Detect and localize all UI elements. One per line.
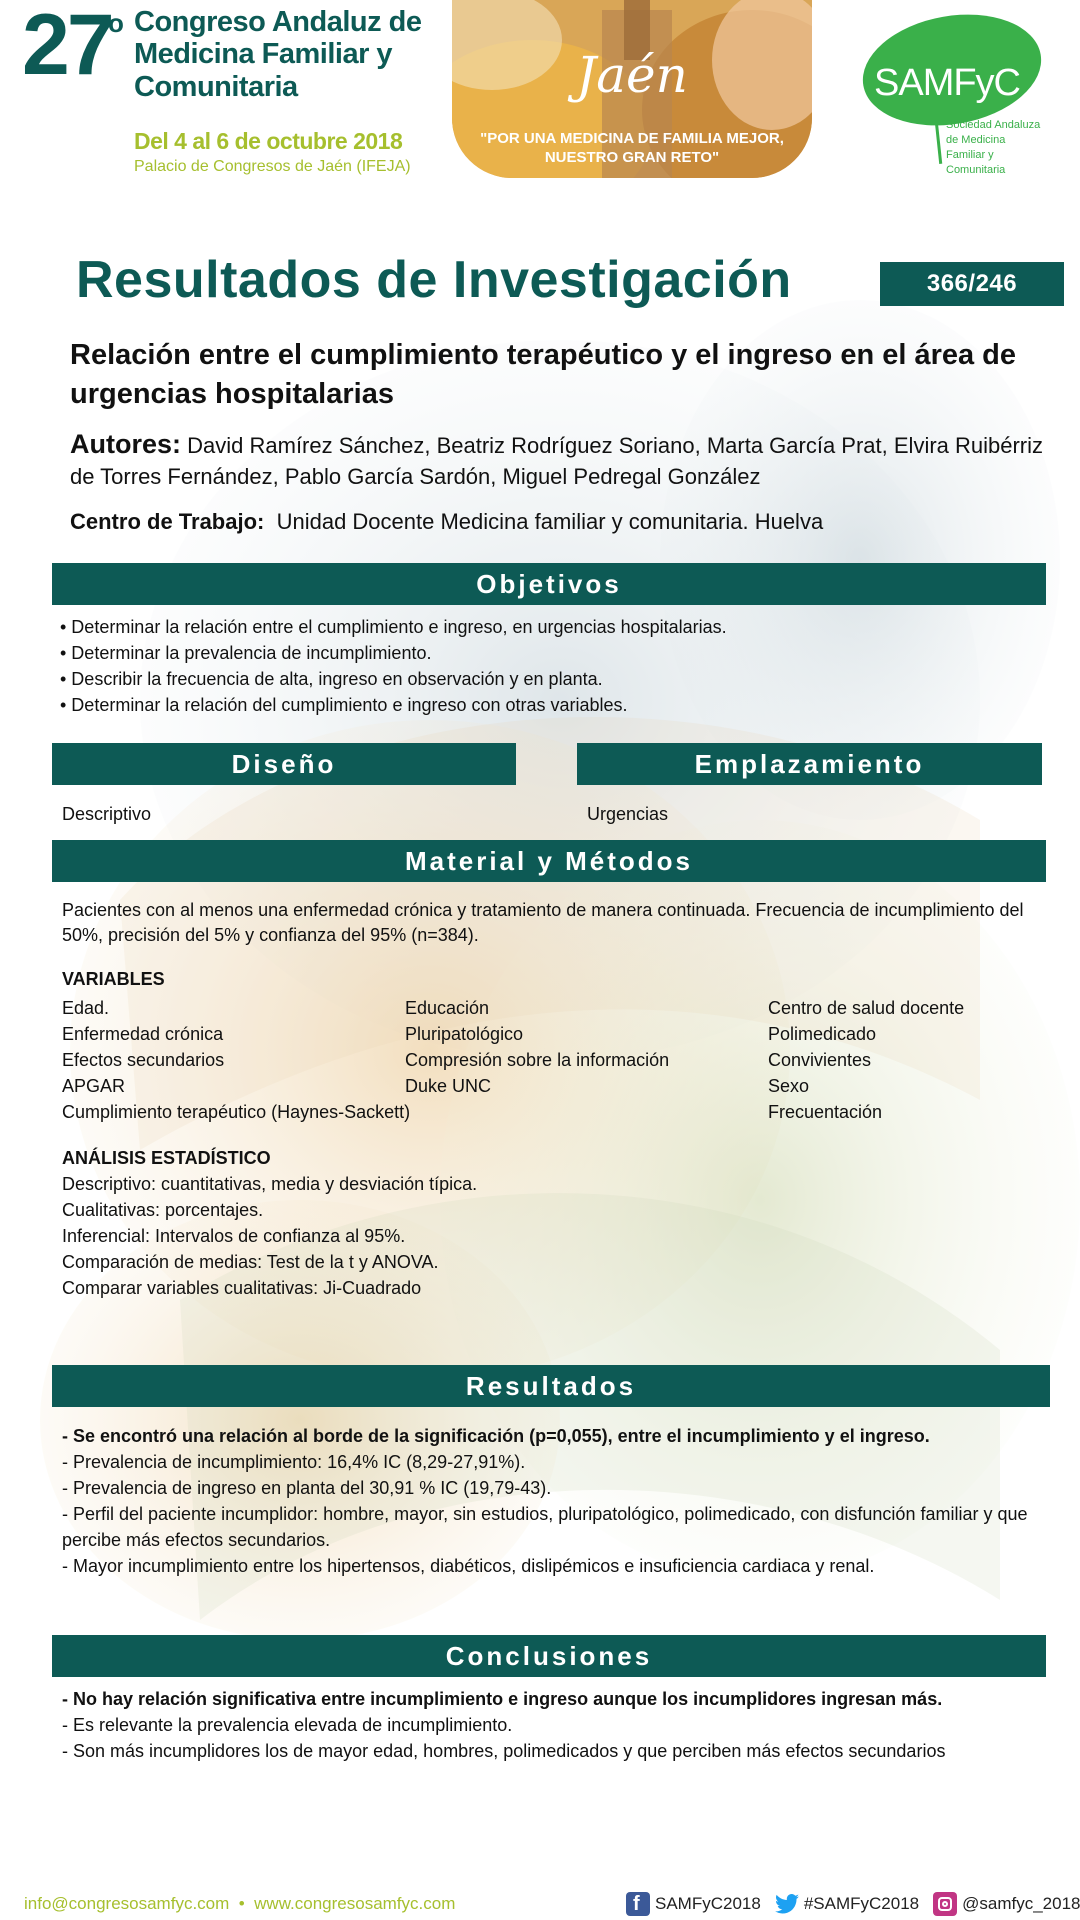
facebook-icon[interactable] <box>626 1892 650 1916</box>
resultados-list <box>62 1423 1037 1579</box>
variables-col-1 <box>62 995 422 1125</box>
instagram-handle[interactable]: @samfyc_2018 <box>962 1894 1080 1913</box>
variable-item: Duke UNC <box>405 1076 492 1096</box>
instagram-icon[interactable] <box>933 1892 957 1916</box>
emplazamiento-value: Urgencias <box>587 804 669 824</box>
list-item: Inferencial: Intervalos de confianza al 95%. <box>62 1226 406 1246</box>
page-title: Resultados de Investigación <box>76 251 792 309</box>
variable-item: Polimedicado <box>768 1024 877 1044</box>
list-item: • Determinar la prevalencia de incumplimiento. <box>60 643 432 663</box>
footer-email[interactable]: info@congresosamfyc.com <box>24 1894 230 1913</box>
samfyc-logo <box>862 16 1042 176</box>
variable-item: Sexo <box>768 1076 810 1096</box>
footer-social <box>626 1892 1080 1916</box>
objetivos-list <box>60 614 1040 718</box>
diseno-heading: Diseño <box>52 743 516 785</box>
logo-text: SAMFyC <box>874 62 1020 104</box>
edition-superscript: o <box>108 8 124 38</box>
variable-item: Frecuentación <box>768 1102 883 1122</box>
twitter-icon[interactable] <box>775 1892 799 1916</box>
list-item: - Es relevante la prevalencia elevada de incumplimiento. <box>62 1715 513 1735</box>
resultados-key-finding: - Se encontró una relación al borde de la significación (p=0,055), entre el incumplimiento y el ingreso. <box>62 1426 930 1446</box>
list-item: Cualitativas: porcentajes. <box>62 1200 264 1220</box>
abstract-code-badge: 366/246 <box>880 262 1064 306</box>
analysis-list <box>62 1171 962 1301</box>
list-item: Descriptivo: cuantitativas, media y desviación típica. <box>62 1174 478 1194</box>
authors-names: David Ramírez Sánchez, Beatriz Rodríguez Soriano, Marta García Prat, Elvira Ruibérriz de Torres Fernández, Pablo García Sardón, Miguel Pedregal González <box>70 433 1044 490</box>
variable-item: Educación <box>405 998 490 1018</box>
analysis-heading: ANÁLISIS ESTADÍSTICO <box>62 1148 271 1168</box>
conclusiones-list <box>62 1686 1017 1764</box>
variables-col-2 <box>405 995 745 1099</box>
logo-subtitle: Sociedad Andaluza de Medicina Familiar y Comunitaria <box>946 119 1041 176</box>
variable-item: Compresión sobre la información <box>405 1050 670 1070</box>
variable-item: Efectos secundarios <box>62 1050 225 1070</box>
variable-item: Edad. <box>62 998 110 1018</box>
workplace-label: Centro de Trabajo: <box>70 509 265 534</box>
footer-website[interactable]: www.congresosamfyc.com <box>254 1894 456 1913</box>
list-item: Comparar variables cualitativas: Ji-Cuadrado <box>62 1278 422 1298</box>
conclusiones-key-finding: - No hay relación significativa entre incumplimiento e ingreso aunque los incumplidores ingresan más. <box>62 1689 943 1709</box>
workplace-value: Unidad Docente Medicina familiar y comunitaria. Huelva <box>276 509 824 534</box>
variable-item: Cumplimiento terapéutico (Haynes-Sackett) <box>62 1102 411 1122</box>
list-item: • Describir la frecuencia de alta, ingreso en observación y en planta. <box>60 669 603 689</box>
banner-motto: "POR UNA MEDICINA DE FAMILIA MEJOR, NUESTRO GRAN RETO" <box>480 130 784 166</box>
variable-item: Pluripatológico <box>405 1024 524 1044</box>
footer-separator: • <box>238 1894 245 1913</box>
list-item: Comparación de medias: Test de la t y ANOVA. <box>62 1252 439 1272</box>
list-item: - Mayor incumplimiento entre los hipertensos, diabéticos, dislipémicos e insuficiencia cardiaca y renal. <box>62 1556 875 1576</box>
twitter-handle[interactable]: #SAMFyC2018 <box>803 1894 920 1913</box>
authors <box>70 426 1050 492</box>
congress-name: Congreso Andaluz de Medicina Familiar y Comunitaria <box>134 6 422 103</box>
variable-item: Enfermedad crónica <box>62 1024 224 1044</box>
list-item: • Determinar la relación entre el cumplimiento e ingreso, en urgencias hospitalarias. <box>60 617 727 637</box>
footer-contact <box>24 1894 455 1914</box>
diseno-value: Descriptivo <box>62 804 152 824</box>
emplazamiento-heading: Emplazamiento <box>577 743 1042 785</box>
list-item: - Perfil del paciente incumplidor: hombre, mayor, sin estudios, pluripatológico, polimedicado, con disfunción familiar y que percibe más efectos secundarios. <box>62 1504 1028 1550</box>
list-item: - Son más incumplidores los de mayor edad, hombres, polimedicados y que perciben más efectos secundarios <box>62 1741 946 1761</box>
congress-venue: Palacio de Congresos de Jaén (IFEJA) <box>134 158 411 175</box>
banner-city: Jaén <box>576 46 688 104</box>
list-item: - Prevalencia de incumplimiento: 16,4% IC (8,29-27,91%). <box>62 1452 526 1472</box>
workplace <box>70 509 823 535</box>
list-item: - Prevalencia de ingreso en planta del 30,91 % IC (19,79-43). <box>62 1478 552 1498</box>
material-intro: Pacientes con al menos una enfermedad crónica y tratamiento de manera continuada. Frecuencia de incumplimiento del 50%, precisión del 5% y confianza del 95% (n=384). <box>62 900 1024 945</box>
study-title: Relación entre el cumplimiento terapéutico y el ingreso en el área de urgencias hospitalarias <box>70 339 1017 411</box>
variable-item: Centro de salud docente <box>768 998 965 1018</box>
facebook-handle[interactable]: SAMFyC2018 <box>655 1894 761 1913</box>
list-item: • Determinar la relación del cumplimiento e ingreso con otras variables. <box>60 695 628 715</box>
edition-number: 27 <box>22 0 112 93</box>
authors-label: Autores: <box>70 429 182 459</box>
variable-item: Convivientes <box>768 1050 872 1070</box>
objetivos-heading: Objetivos <box>52 563 1046 605</box>
resultados-heading: Resultados <box>52 1365 1050 1407</box>
material-heading: Material y Métodos <box>52 840 1046 882</box>
jaen-banner <box>452 0 812 178</box>
conclusiones-heading: Conclusiones <box>52 1635 1046 1677</box>
variables-col-3 <box>768 995 1048 1125</box>
variables-heading: VARIABLES <box>62 969 165 989</box>
congress-dates: Del 4 al 6 de octubre 2018 <box>134 128 403 154</box>
variable-item: APGAR <box>62 1076 126 1096</box>
